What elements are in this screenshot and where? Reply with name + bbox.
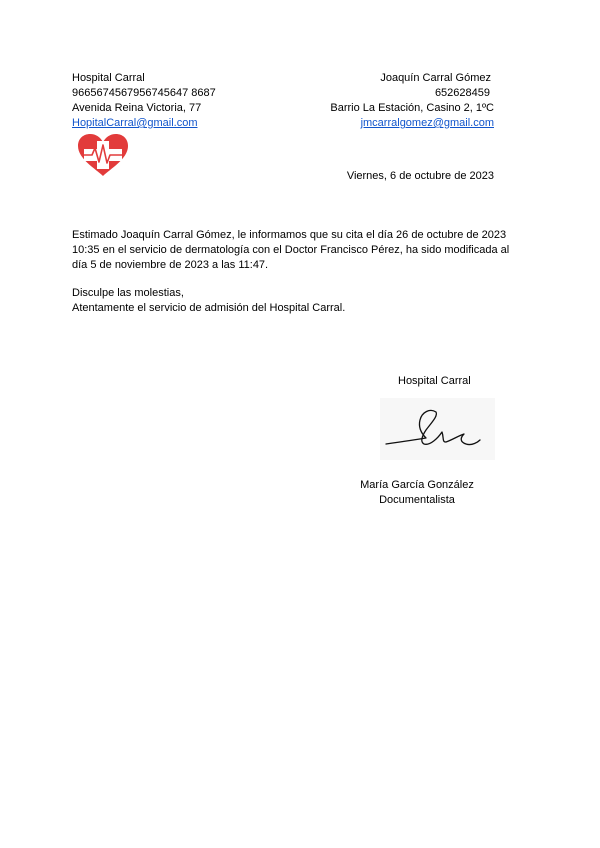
closing-line-2: Atentamente el servicio de admisión del Hospital Carral.: [72, 302, 346, 314]
recipient-block: [330, 71, 494, 131]
recipient-email-link[interactable]: jmcarralgomez@gmail.com: [360, 117, 494, 129]
body-line-3: día 5 de noviembre de 2023 a las 11:47.: [72, 259, 269, 271]
closing-line-1: Disculpe las molestias,: [72, 287, 184, 299]
letter-date: Viernes, 6 de octubre de 2023: [346, 170, 494, 182]
handwritten-signature: [380, 398, 495, 460]
recipient-address: Barrio La Estación, Casino 2, 1ºC: [330, 102, 494, 114]
recipient-phone: 652628459: [434, 87, 490, 99]
body-paragraph-1: [72, 228, 509, 273]
sender-email-link[interactable]: HopitalCarral@gmail.com: [72, 117, 198, 129]
body-paragraph-2: [72, 286, 345, 316]
body-line-1: Estimado Joaquín Carral Gómez, le informamos que su cita el día 26 de octubre de 2023: [72, 229, 507, 241]
sender-address: Avenida Reina Victoria, 77: [72, 102, 202, 114]
sender-name: Hospital Carral: [72, 72, 145, 84]
signer-name: María García González: [360, 479, 474, 491]
signature-organization: Hospital Carral: [398, 375, 471, 387]
signature-scribble: [380, 398, 495, 460]
signer-role: Documentalista: [379, 494, 455, 506]
body-line-2: 10:35 en el servicio de dermatología con el Doctor Francisco Pérez, ha sido modificada al: [72, 244, 510, 256]
heart-medical-svg: [76, 133, 130, 177]
sender-phone: 9665674567956745647 8687: [72, 87, 216, 99]
recipient-name: Joaquín Carral Gómez: [380, 72, 491, 84]
heart-medical-logo-icon: [76, 133, 130, 177]
signer-block: [352, 478, 482, 508]
sender-block: [72, 71, 216, 131]
